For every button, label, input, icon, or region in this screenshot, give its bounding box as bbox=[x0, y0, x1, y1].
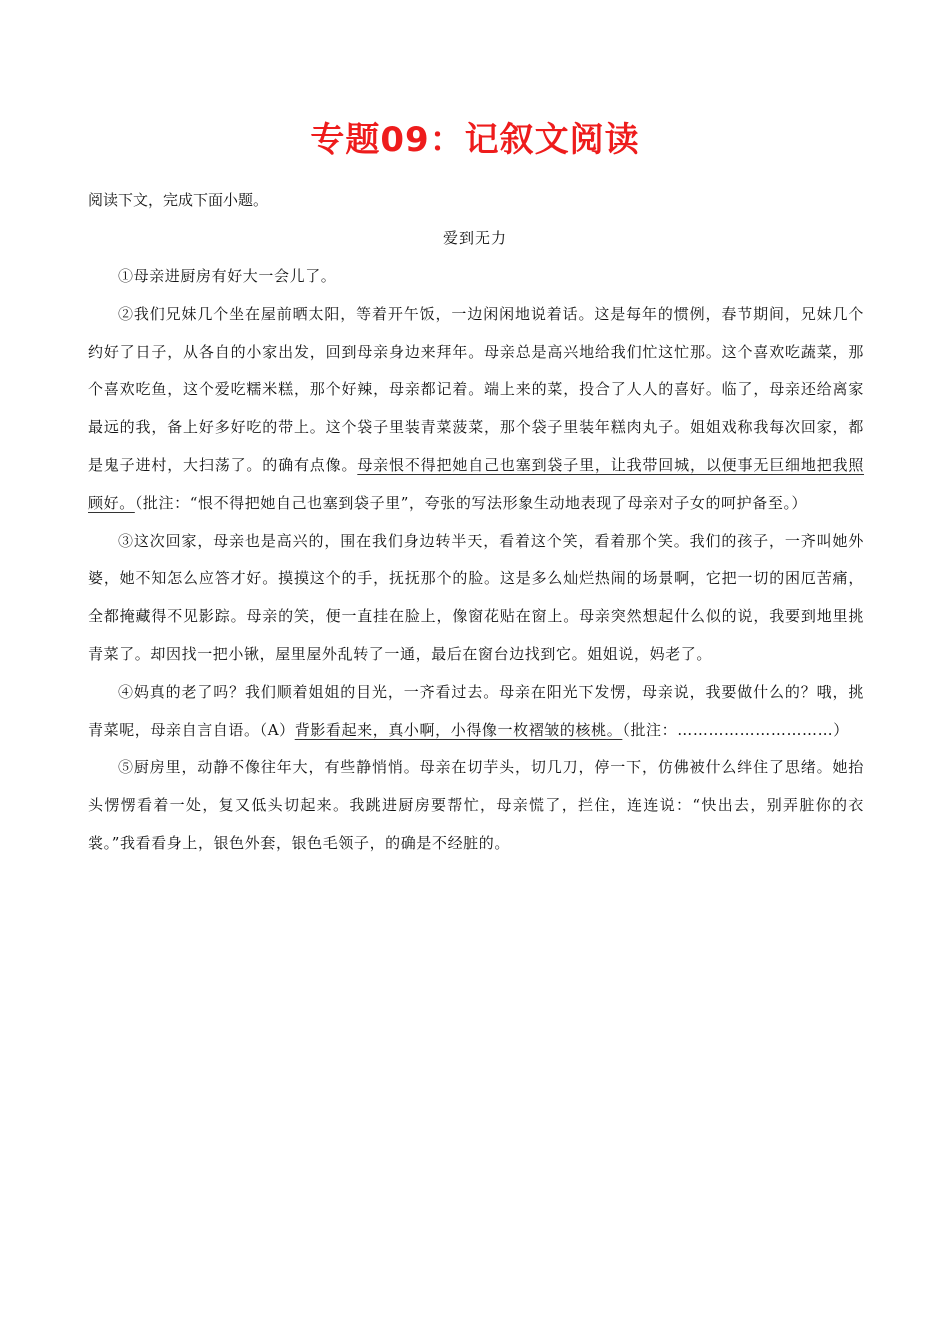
annotation-1: （批注：“恨不得把她自己也塞到袋子里”，夸张的写法形象生动地表现了母亲对子女的呵护备至。） bbox=[134, 493, 808, 512]
paragraph-5: ⑤厨房里，动静不像往年大，有些静悄悄。母亲在切芋头，切几刀，停一下，仿佛被什么绊住了思绪。她抬头愣愣看着一处，复又低头切起来。我跳进厨房要帮忙，母亲慌了，拦住，连连说：“快出去，别弄脏你的衣裳。”我看看身上，银色外套，银色毛领子，的确是不经脏的。 bbox=[88, 758, 864, 852]
underlined-sentence-a: 背影看起来，真小啊，小得像一枚褶皱的核桃。 bbox=[294, 720, 623, 739]
page-title: 专题09：记叙文阅读 bbox=[310, 120, 640, 160]
paragraph-1: ①母亲进厨房有好大一会儿了。 bbox=[118, 267, 337, 285]
instruction-text: 阅读下文，完成下面小题。 bbox=[88, 191, 269, 209]
paragraph-4-text: ④妈真的老了吗？我们顺着姐姐的目光，一齐看过去。母亲在阳光下发愣，母亲说，我要做什么的？哦，挑青菜呢，母亲自言自语。（A） bbox=[88, 682, 864, 739]
paragraph-2 bbox=[88, 296, 864, 523]
essay-body bbox=[88, 258, 864, 863]
underlined-sentence-1: 母亲恨不得把她自己也塞到袋子里，让我带回城，以便事无巨细地把我照顾好。 bbox=[88, 455, 865, 512]
essay-title: 爱到无力 bbox=[442, 229, 507, 247]
paragraph-2-text: ②我们兄妹几个坐在屋前晒太阳，等着开午饭，一边闲闲地说着话。这是每年的惯例，春节期间，兄妹几个约好了日子，从各自的小家出发，回到母亲身边来拜年。母亲总是高兴地给我们忙这忙那。这个喜欢吃蔬菜，那个喜欢吃鱼，这个爱吃糯米糕，那个好辣，母亲都记着。端上来的菜，投合了人人的喜好。临了，母亲还给离家最远的我，备上好多好吃的带上。这个袋子里装青菜菠菜，那个袋子里装年糕肉丸子。姐姐戏称我每次回家，都是鬼子进村，大扫荡了。的确有点像。 bbox=[88, 304, 864, 474]
annotation-a-blank: （批注：…………………………） bbox=[622, 720, 849, 739]
paragraph-4 bbox=[88, 674, 864, 750]
paragraph-3: ③这次回家，母亲也是高兴的，围在我们身边转半天，看着这个笑，看着那个笑。我们的孩子，一齐叫她外婆，她不知怎么应答才好。摸摸这个的手，抚抚那个的脸。这是多么灿烂热闹的场景啊，它把一切的困厄苦痛，全都掩藏得不见影踪。母亲的笑，便一直挂在脸上，像窗花贴在窗上。母亲突然想起什么似的说，我要到地里挑青菜了。却因找一把小锹，屋里屋外乱转了一通，最后在窗台边找到它。姐姐说，妈老了。 bbox=[88, 531, 864, 663]
